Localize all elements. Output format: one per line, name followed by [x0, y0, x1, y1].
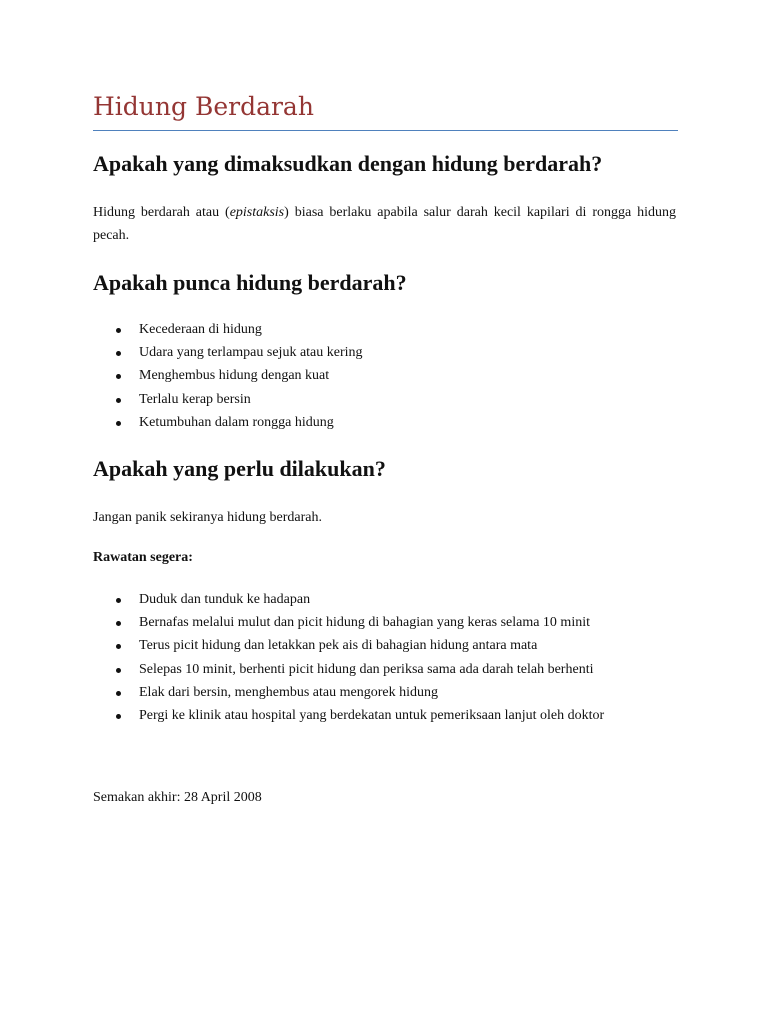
list-item: Pergi ke klinik atau hospital yang berdekatan untuk pemeriksaan lanjut oleh doktor — [93, 704, 604, 727]
list-item: Terus picit hidung dan letakkan pek ais di bahagian hidung antara mata — [93, 634, 604, 657]
immediate-care-label: Rawatan segera: — [93, 550, 193, 565]
list-item: Menghembus hidung dengan kuat — [93, 364, 363, 387]
list-item: Udara yang terlampau sejuk atau kering — [93, 341, 363, 364]
definition-term-italic: epistaksis — [229, 205, 285, 220]
section-heading-actions: Apakah yang perlu dilakukan? — [93, 456, 386, 481]
list-item: Kecederaan di hidung — [93, 318, 363, 341]
definition-text-start: Hidung berdarah atau ( — [93, 205, 230, 220]
title-underline — [93, 130, 678, 131]
section-heading-definition: Apakah yang dimaksudkan dengan hidung berdarah? — [93, 151, 603, 176]
actions-intro: Jangan panik sekiranya hidung berdarah. — [93, 510, 322, 525]
list-item: Terlalu kerap bersin — [93, 388, 363, 411]
definition-paragraph — [93, 201, 676, 247]
list-item: Selepas 10 minit, berhenti picit hidung dan periksa sama ada darah telah berhenti — [93, 658, 604, 681]
list-item: Bernafas melalui mulut dan picit hidung di bahagian yang keras selama 10 minit — [93, 611, 604, 634]
immediate-care-list — [93, 588, 604, 727]
list-item: Elak dari bersin, menghembus atau mengorek hidung — [93, 681, 604, 704]
causes-list — [93, 318, 363, 434]
definition-text-end: ) biasa berlaku apabila salur darah kecil kapilari di rongga hidung pecah. — [93, 205, 676, 243]
list-item: Ketumbuhan dalam rongga hidung — [93, 411, 363, 434]
list-item: Duduk dan tunduk ke hadapan — [93, 588, 604, 611]
document-title: Hidung Berdarah — [93, 92, 314, 121]
revision-date: Semakan akhir: 28 April 2008 — [93, 790, 262, 805]
section-heading-causes: Apakah punca hidung berdarah? — [93, 270, 407, 295]
